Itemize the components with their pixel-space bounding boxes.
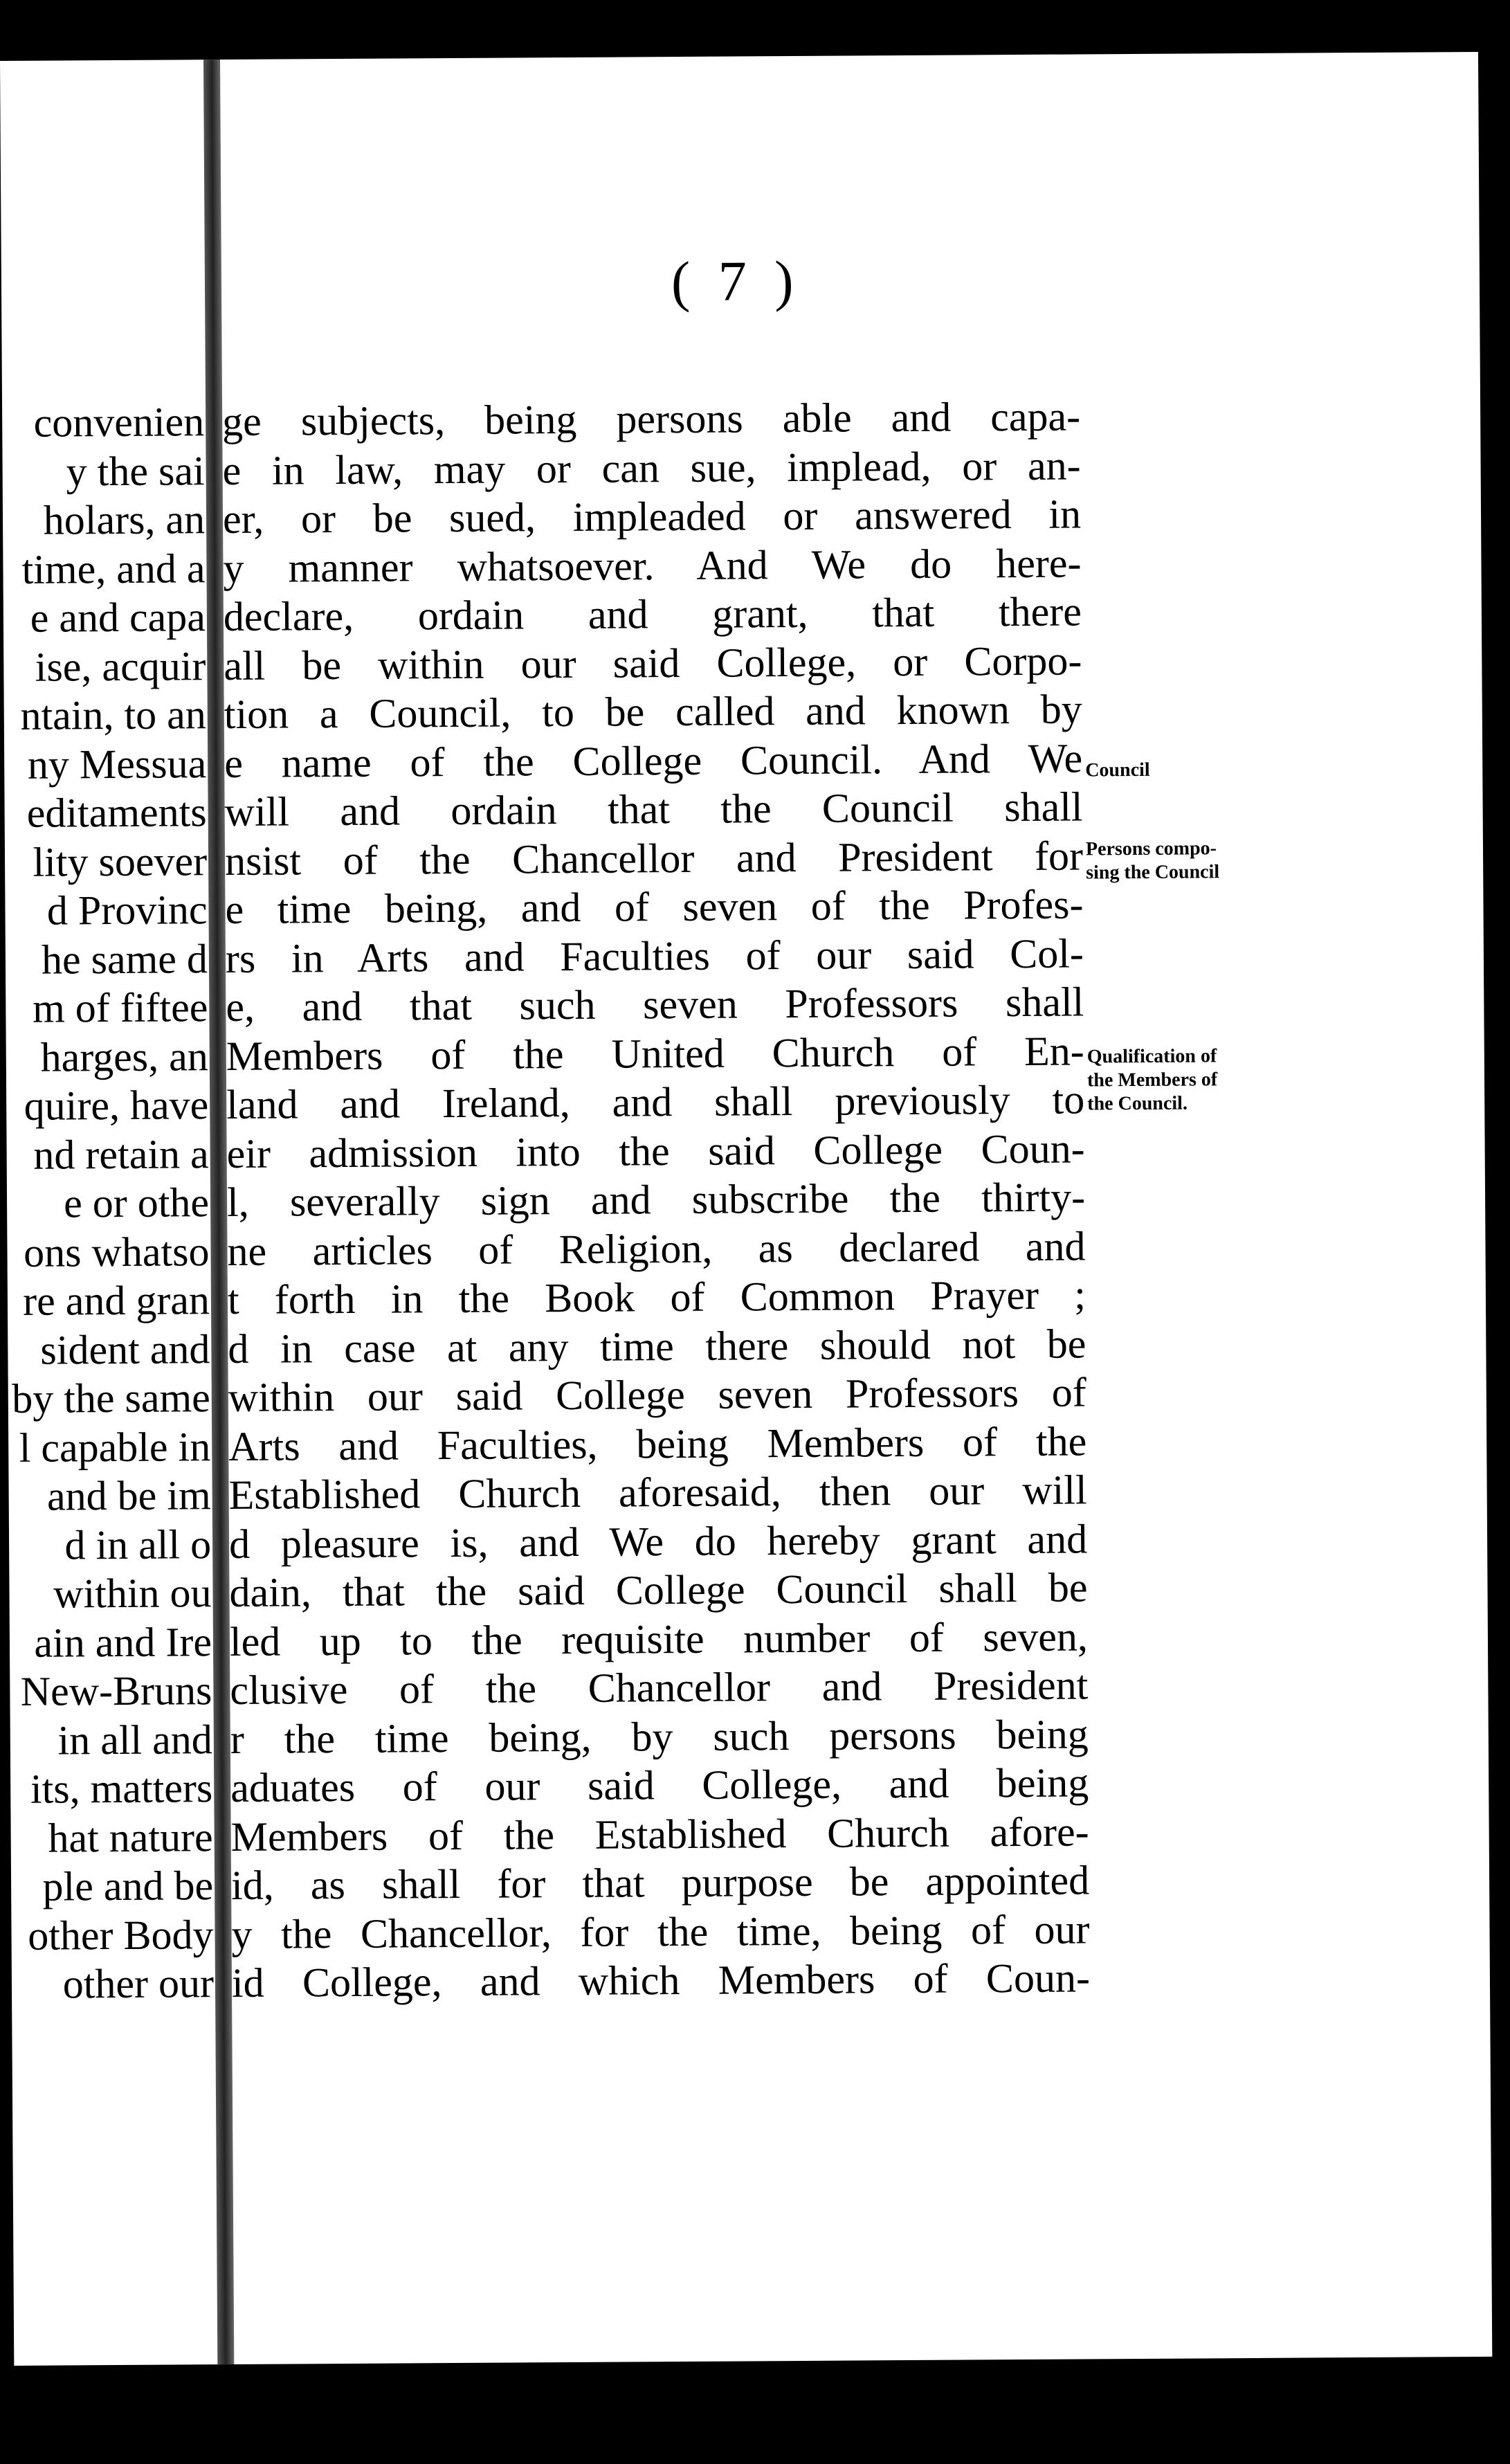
- text-line: ge subjects, being persons able and capa-: [221, 393, 1081, 445]
- text-line: led up to the requisite number of seven,: [229, 1613, 1089, 1665]
- text-line: all be within our said College, or Corpo-: [224, 637, 1082, 689]
- text-line: e name of the College Council. And We: [224, 734, 1083, 786]
- text-line: r the time being, by such persons being: [230, 1710, 1089, 1762]
- left-column-fragment: [2, 397, 214, 2009]
- text-line: will and ordain that the Council shall: [224, 783, 1083, 835]
- left-text-line: m of fiftee: [32, 984, 208, 1031]
- left-text-line: convenien: [33, 399, 205, 446]
- text-line: eir admission into the said College Coun-: [226, 1125, 1085, 1177]
- text-line: e in law, may or can sue, implead, or an-: [222, 442, 1081, 493]
- text-line: Arts and Faculties, being Members of the: [228, 1417, 1087, 1469]
- text-line: ne articles of Religion, as declared and: [227, 1222, 1086, 1274]
- left-text-line: ise, acquir: [35, 642, 206, 690]
- left-text-line: e or othe: [63, 1179, 210, 1226]
- text-line: Members of the United Church of En-: [226, 1027, 1084, 1079]
- text-line: e time being, and of seven of the Profes-: [225, 881, 1084, 933]
- text-line: land and Ireland, and shall previously to: [226, 1076, 1085, 1128]
- text-line: id, as shall for that purpose be appointed: [230, 1857, 1090, 1909]
- left-text-line: l capable in: [19, 1423, 211, 1471]
- left-text-line: nd retain a: [33, 1130, 209, 1178]
- text-line: y manner whatsoever. And We do here-: [223, 539, 1082, 591]
- left-text-line: ntain, to an: [20, 691, 206, 739]
- text-line: within our said College seven Professors of: [228, 1369, 1086, 1421]
- text-line: id College, and which Members of Coun-: [231, 1955, 1091, 2006]
- left-text-line: other our: [62, 1960, 215, 2007]
- text-line: Established Church aforesaid, then our will: [228, 1467, 1087, 1519]
- text-line: Members of the Established Church afore-: [230, 1808, 1089, 1860]
- text-line: d in case at any time there should not be: [228, 1320, 1086, 1372]
- left-text-line: y the sai: [66, 447, 205, 494]
- marginal-note-line: Persons compo-: [1085, 837, 1217, 860]
- main-text-column: [222, 392, 1090, 2007]
- left-text-line: within ou: [53, 1570, 212, 1617]
- text-line: declare, ordain and grant, that there: [223, 588, 1082, 640]
- paper-sheet: [0, 52, 1492, 2366]
- marginal-note-line: the Members of: [1086, 1069, 1218, 1091]
- left-text-line: re and gran: [22, 1277, 210, 1324]
- text-line: tion a Council, to be called and known by: [224, 686, 1082, 738]
- left-text-line: hat nature: [48, 1813, 213, 1861]
- page-number: ( 7 ): [671, 248, 801, 314]
- marginal-note-persons-composing: [1086, 837, 1219, 885]
- text-line: t forth in the Book of Common Prayer ;: [227, 1271, 1086, 1323]
- left-text-line: e and capa: [30, 594, 206, 641]
- left-text-line: by the same: [12, 1375, 211, 1422]
- left-text-line: d Provinc: [46, 887, 208, 934]
- left-text-line: editaments: [26, 789, 207, 836]
- left-text-line: New-Bruns: [20, 1667, 212, 1714]
- left-text-line: ain and Ire: [34, 1618, 212, 1666]
- left-text-line: in all and: [57, 1716, 213, 1764]
- marginal-note-line: Qualification of: [1086, 1045, 1217, 1068]
- text-line: aduates of our said College, and being: [230, 1759, 1089, 1811]
- left-text-line: lity soever: [33, 837, 208, 885]
- left-text-line: quire, have: [24, 1082, 209, 1129]
- marginal-note-line: the Council.: [1087, 1092, 1188, 1115]
- marginal-note-qualification: [1087, 1044, 1218, 1116]
- text-line: e, and that such seven Professors shall: [226, 979, 1084, 1031]
- text-line: dain, that the said College Council shall be: [229, 1564, 1088, 1616]
- text-line: nsist of the Chancellor and President for: [224, 832, 1084, 884]
- left-text-line: ny Messua: [27, 740, 207, 788]
- text-line: d pleasure is, and We do hereby grant and: [228, 1515, 1088, 1567]
- left-text-line: holars, an: [43, 496, 206, 543]
- marginal-note-line: Council: [1085, 759, 1150, 781]
- left-text-line: harges, an: [40, 1033, 208, 1080]
- text-line: clusive of the Chancellor and President: [230, 1662, 1089, 1714]
- marginal-note-line: sing the Council: [1086, 861, 1220, 884]
- left-text-line: sident and: [40, 1325, 210, 1373]
- text-line: rs in Arts and Faculties of our said Col-: [225, 930, 1084, 981]
- left-text-line: ple and be: [42, 1863, 214, 1910]
- left-text-line: its, matters: [30, 1765, 213, 1812]
- left-text-line: other Body: [28, 1911, 214, 1959]
- text-line: er, or be sued, impleaded or answered in: [222, 491, 1082, 543]
- text-line: l, severally sign and subscribe the thirty-: [226, 1174, 1086, 1226]
- left-text-line: he same d: [41, 935, 208, 983]
- text-line: y the Chancellor, for the time, being of our: [231, 1905, 1090, 1957]
- left-text-line: time, and a: [21, 545, 206, 592]
- left-text-line: ons whatso: [23, 1228, 210, 1276]
- marginal-note-council: [1085, 759, 1150, 783]
- left-text-line: d in all o: [64, 1521, 212, 1568]
- left-text-line: and be im: [46, 1472, 211, 1519]
